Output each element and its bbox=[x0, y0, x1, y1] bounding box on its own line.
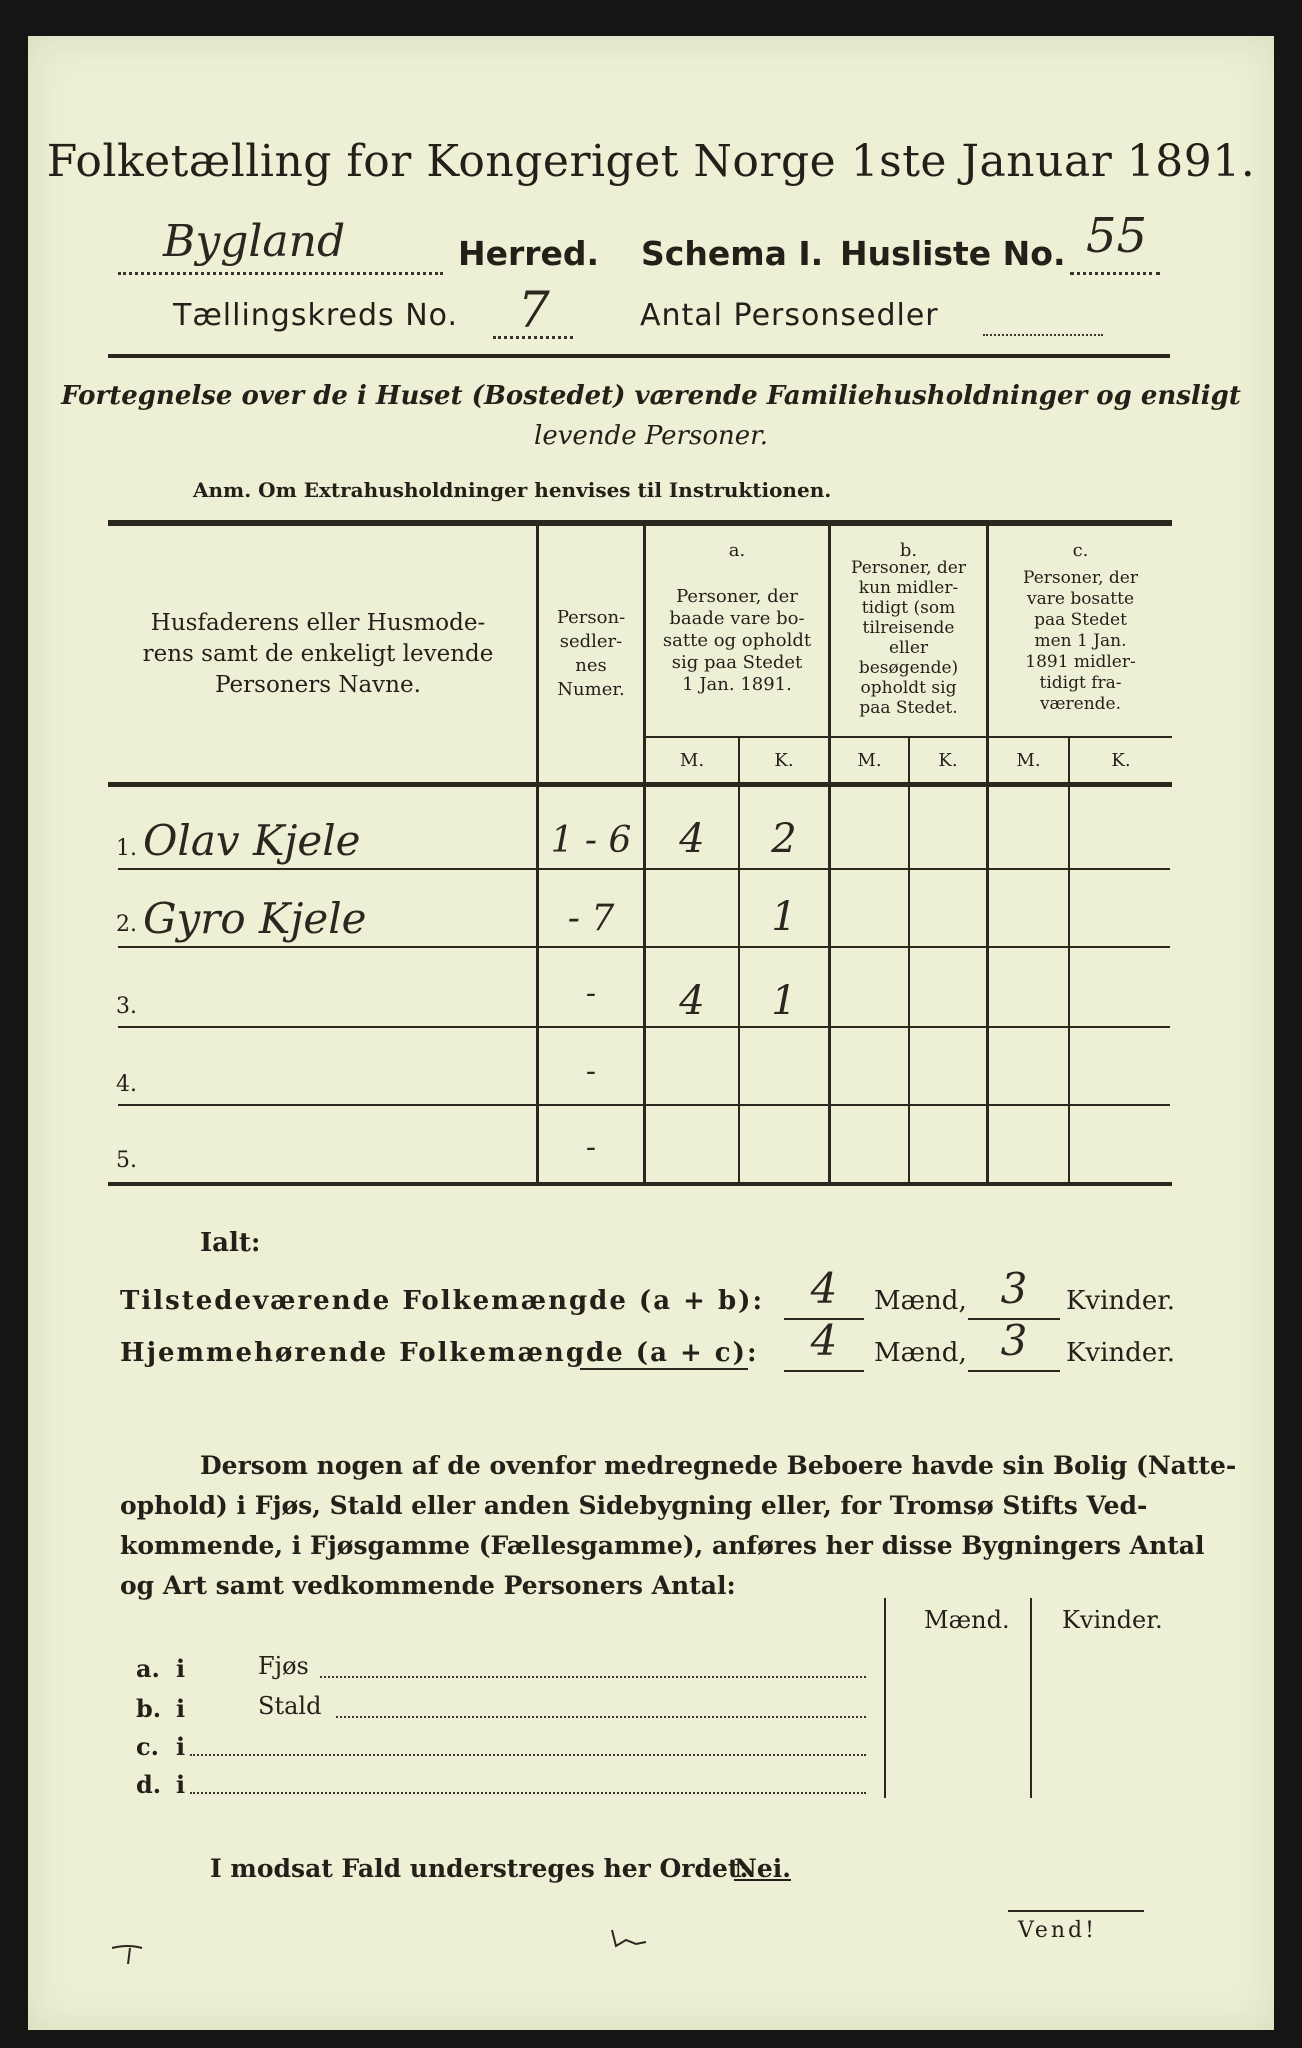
c-m-label: M. bbox=[1016, 750, 1041, 771]
col-c-header-line: Personer, der bbox=[1023, 568, 1138, 588]
vend-label: Vend! bbox=[1018, 1918, 1097, 1943]
names-header-line: Personers Navne. bbox=[215, 672, 421, 698]
building-label: Fjøs bbox=[258, 1652, 309, 1680]
tilstede-m-value: 4 bbox=[810, 1264, 838, 1313]
a-m-value: 4 bbox=[679, 816, 705, 862]
husliste-dotted-line bbox=[1070, 272, 1160, 275]
numer-column-header bbox=[539, 606, 643, 702]
census-form-sheet bbox=[28, 36, 1274, 2030]
col-a-header-line: sig paa Stedet bbox=[671, 652, 803, 673]
b-mk-divider bbox=[908, 736, 910, 1186]
hjemme-k-underline bbox=[968, 1370, 1060, 1372]
a-k-value: 1 bbox=[771, 894, 797, 940]
col-c-header-line: paa Stedet bbox=[1034, 610, 1127, 630]
modsat-fald-text: I modsat Fald understreges her Ordet: bbox=[210, 1854, 749, 1883]
tilstede-label: Tilstedeværende Folkemængde (a + b): bbox=[120, 1286, 765, 1316]
tilstede-kvinder-label: Kvinder. bbox=[1066, 1286, 1176, 1316]
a-mk-divider bbox=[738, 736, 740, 1186]
paragraph-line: Dersom nogen af de ovenfor medregnede Beboere havde sin Bolig (Natte- bbox=[200, 1451, 1237, 1480]
row-number: 1. bbox=[116, 836, 137, 861]
row-number: 4. bbox=[116, 1072, 137, 1097]
building-label: Stald bbox=[258, 1692, 322, 1720]
b-m-label: M. bbox=[857, 750, 882, 771]
col-a-header bbox=[646, 586, 828, 696]
row-number: 3. bbox=[116, 994, 137, 1019]
col-c-header-line: vare bosatte bbox=[1026, 589, 1135, 609]
hjemme-m-underline bbox=[784, 1370, 864, 1372]
building-i: i bbox=[176, 1732, 186, 1761]
subtitle-line1: Fortegnelse over de i Huset (Bostedet) værende Familiehusholdninger og ensligt bbox=[61, 381, 1241, 411]
person-numer: - bbox=[585, 976, 597, 1011]
pencil-mark bbox=[606, 1924, 656, 1954]
paragraph-line: ophold) i Fjøs, Stald eller anden Sidebygning eller, for Tromsø Stifts Ved- bbox=[120, 1491, 1148, 1520]
building-dotted-line bbox=[190, 1754, 866, 1756]
building-dotted-line bbox=[320, 1676, 866, 1678]
antal-dotted-line bbox=[983, 334, 1103, 336]
person-name: Gyro Kjele bbox=[143, 894, 367, 943]
building-dotted-line bbox=[190, 1792, 866, 1794]
a-k-value: 2 bbox=[771, 816, 797, 862]
vend-rule bbox=[1008, 1910, 1144, 1912]
col-b-header-line: eller bbox=[888, 638, 929, 658]
buildings-maend-header: Mænd. bbox=[924, 1606, 1010, 1634]
building-letter: a. bbox=[136, 1654, 160, 1683]
husliste-label: Husliste No. bbox=[840, 234, 1066, 273]
person-numer: 1 - 6 bbox=[550, 820, 632, 861]
person-numer: - 7 bbox=[567, 898, 615, 939]
c-k-label: K. bbox=[1111, 750, 1131, 771]
building-letter: d. bbox=[136, 1770, 162, 1799]
col-b-header-line: paa Stedet. bbox=[859, 698, 958, 718]
herred-value: Bygland bbox=[163, 216, 346, 267]
a-k-label: K. bbox=[774, 750, 794, 771]
building-letter: b. bbox=[136, 1694, 162, 1723]
building-i: i bbox=[176, 1694, 186, 1723]
names-header-line: Husfaderens eller Husmode- bbox=[150, 610, 486, 636]
col-b-header bbox=[831, 558, 986, 718]
section-divider bbox=[580, 1368, 748, 1370]
person-numer: - bbox=[585, 1054, 597, 1089]
a-m-label: M. bbox=[679, 750, 705, 771]
hjemme-maend-label: Mænd, bbox=[874, 1338, 967, 1368]
herred-dotted-line bbox=[118, 272, 443, 275]
form-title: Folketælling for Kongeriget Norge 1ste Januar 1891. bbox=[46, 136, 1256, 187]
person-name: Olav Kjele bbox=[143, 816, 361, 865]
taellingskreds-label: Tællingskreds No. bbox=[173, 298, 458, 333]
a-m-value: 4 bbox=[679, 978, 705, 1024]
tilstede-k-value: 3 bbox=[1000, 1264, 1028, 1313]
col-c-header-line: men 1 Jan. bbox=[1034, 631, 1127, 651]
numer-header-line: nes bbox=[575, 655, 607, 676]
mk-header-rule bbox=[643, 736, 1172, 738]
sidebygning-paragraph bbox=[120, 1446, 1237, 1606]
hjemme-m-value: 4 bbox=[810, 1316, 838, 1365]
building-letter: c. bbox=[136, 1732, 159, 1761]
table-top-rule bbox=[108, 520, 1172, 526]
hjemme-kvinder-label: Kvinder. bbox=[1066, 1338, 1176, 1368]
a-k-value: 1 bbox=[771, 978, 797, 1024]
c-mk-divider bbox=[1068, 736, 1070, 1186]
b-k-label: K. bbox=[938, 750, 958, 771]
names-header-line: rens samt de enkeligt levende bbox=[142, 641, 494, 667]
paragraph-line: kommende, i Fjøsgamme (Fællesgamme), anføres her disse Bygningers Antal bbox=[120, 1531, 1205, 1560]
anm-note: Anm. Om Extrahusholdninger henvises til Instruktionen. bbox=[193, 478, 832, 502]
col-c-header-line: tidigt fra- bbox=[1039, 673, 1122, 693]
col-a-letter: a. bbox=[728, 540, 746, 561]
col-b-header-line: tidigt (som bbox=[861, 598, 956, 618]
schema-label: Schema I. bbox=[641, 234, 824, 273]
building-dotted-line bbox=[336, 1716, 866, 1718]
numer-header-line: Numer. bbox=[557, 679, 625, 700]
hjemme-label: Hjemmehørende Folkemængde (a + c): bbox=[120, 1338, 759, 1368]
herred-label: Herred. bbox=[458, 234, 600, 273]
col-b-header-line: besøgende) bbox=[858, 658, 959, 678]
row-number: 2. bbox=[116, 912, 137, 937]
pencil-mark bbox=[108, 1940, 168, 1970]
paragraph-line: og Art samt vedkommende Personers Antal: bbox=[120, 1571, 736, 1600]
hjemme-k-value: 3 bbox=[1000, 1316, 1028, 1365]
col-c-header-line: 1891 midler- bbox=[1025, 652, 1136, 672]
row-rule bbox=[118, 868, 1170, 870]
col-a-header-line: satte og opholdt bbox=[662, 630, 812, 651]
names-column-header bbox=[108, 608, 528, 701]
row-rule bbox=[118, 1104, 1170, 1106]
col-b-letter: b. bbox=[899, 540, 918, 561]
building-i: i bbox=[176, 1770, 186, 1799]
buildings-vline-1 bbox=[884, 1598, 886, 1798]
person-numer: - bbox=[585, 1130, 597, 1165]
table-bottom-rule bbox=[108, 1182, 1172, 1186]
subtitle-line2: levende Personer. bbox=[534, 421, 768, 451]
taellingskreds-value: 7 bbox=[518, 281, 550, 339]
antal-personsedler-label: Antal Personsedler bbox=[640, 298, 939, 333]
col-a-header-line: baade vare bo- bbox=[669, 608, 805, 629]
col-a-header-line: 1 Jan. 1891. bbox=[682, 674, 792, 695]
row-rule bbox=[118, 946, 1170, 948]
col-b-header-line: opholdt sig bbox=[860, 678, 957, 698]
col-b-header-line: tilreisende bbox=[862, 618, 955, 638]
row-number: 5. bbox=[116, 1148, 137, 1173]
husliste-value: 55 bbox=[1086, 208, 1148, 264]
col-c-header bbox=[989, 568, 1172, 715]
header-rule bbox=[108, 354, 1170, 358]
numer-header-line: sedler- bbox=[559, 631, 623, 652]
buildings-vline-2 bbox=[1030, 1598, 1032, 1798]
numer-header-line: Person- bbox=[556, 607, 626, 628]
building-i: i bbox=[176, 1654, 186, 1683]
buildings-kvinder-header: Kvinder. bbox=[1062, 1606, 1163, 1634]
row-rule bbox=[118, 1026, 1170, 1028]
col-c-letter: c. bbox=[1072, 540, 1089, 561]
nei-word: Nei. bbox=[734, 1854, 791, 1883]
col-b-header-line: kun midler- bbox=[858, 578, 959, 598]
col-a-header-line: Personer, der bbox=[676, 586, 798, 607]
col-b-header-line: Personer, der bbox=[851, 558, 966, 578]
table-header-bottom-rule bbox=[108, 782, 1172, 787]
ialt-label: Ialt: bbox=[200, 1228, 261, 1258]
tilstede-maend-label: Mænd, bbox=[874, 1286, 967, 1316]
col-c-header-line: værende. bbox=[1039, 694, 1122, 714]
